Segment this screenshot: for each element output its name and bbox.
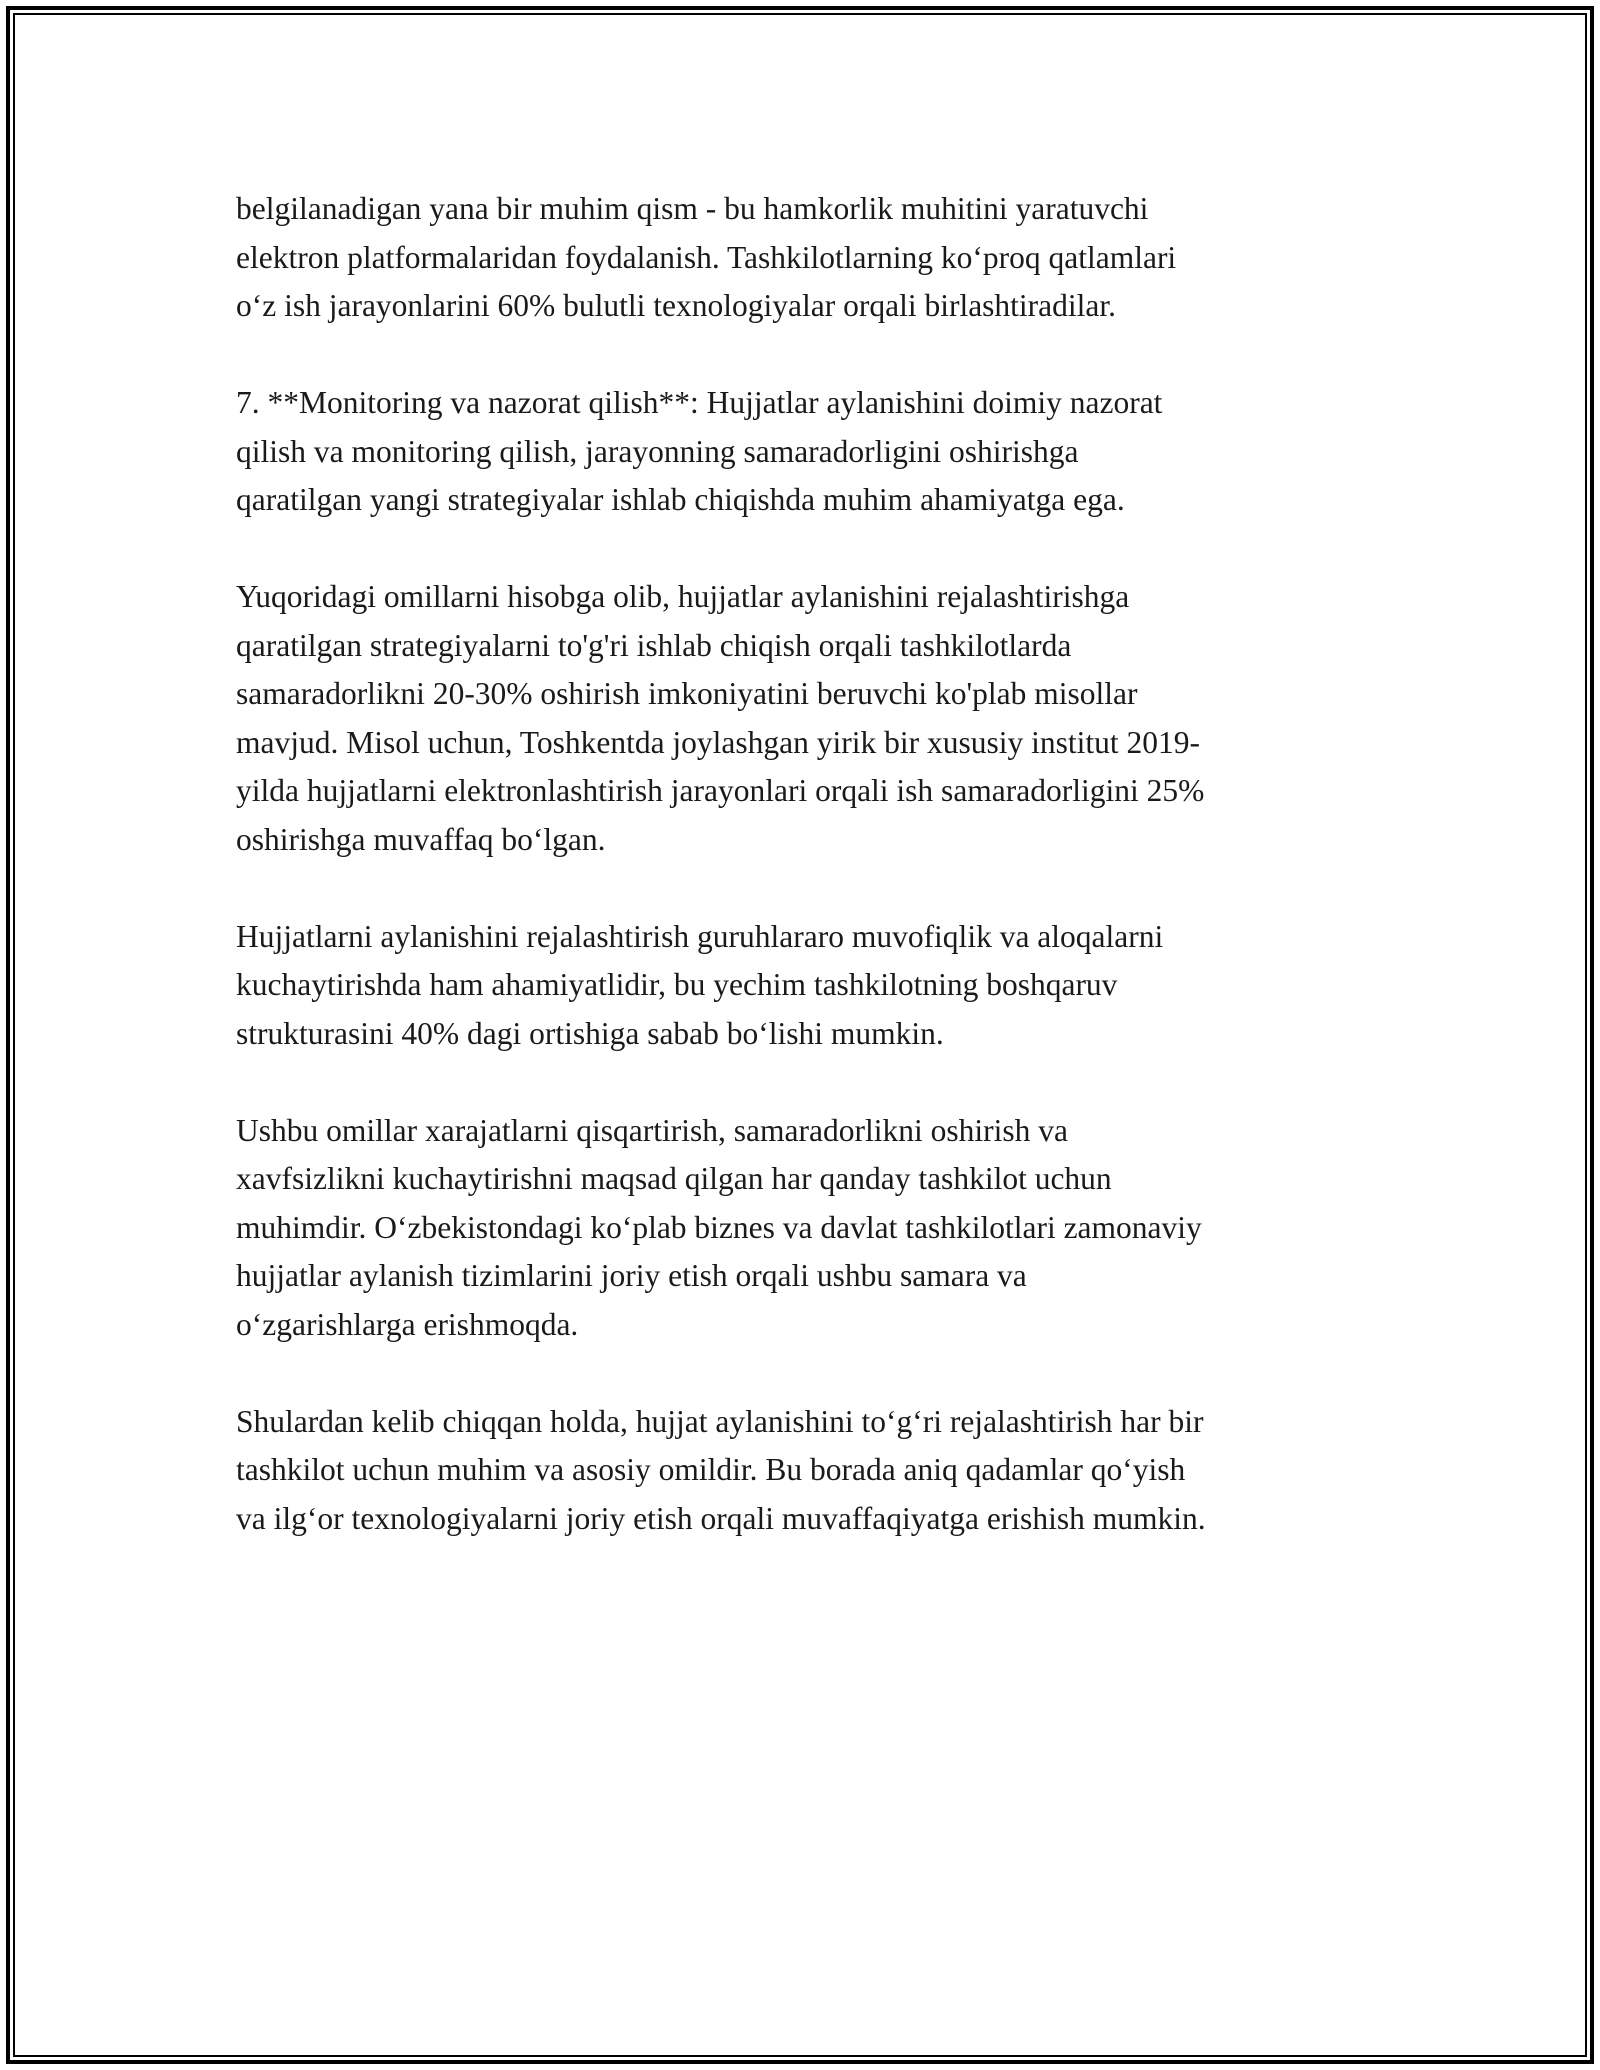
paragraph-monitoring-control: 7. **Monitoring va nazorat qilish**: Hujjatlar aylanishini doimiy nazorat qilish va monitoring qilish, jarayonning samaradorligini oshirishga qaratilgan yangi strategiyalar ishlab chiqishda muhim ahamiyatga ega. — [236, 385, 1163, 517]
paragraph-conclusion: Shulardan kelib chiqqan holda, hujjat aylanishini to‘g‘ri rejalashtirish har bir tashkilot uchun muhim va asosiy omildir. Bu borada aniq qadamlar qo‘yish va ilg‘or texnologiyalarni joriy etish orqali muvaffaqiyatga erishish mumkin. — [236, 1403, 1206, 1536]
document-body — [236, 185, 1376, 1592]
paragraph-cost-efficiency-security: Ushbu omillar xarajatlarni qisqartirish, samaradorlikni oshirish va xavfsizlikni kuchaytirishni maqsad qilgan har qanday tashkilot uchun muhimdir. O‘zbekistondagi ko‘plab biznes va davlat tashkilotlari zamonaviy hujjatlar aylanish tizimlarini joriy etish orqali ushbu samara va o‘zgarishlarga erishmoqda. — [236, 1112, 1202, 1342]
paragraph-strategy-examples: Yuqoridagi omillarni hisobga olib, hujjatlar aylanishini rejalashtirishga qaratilgan strategiyalarni to'g'ri ishlab chiqish orqali tashkilotlarda samaradorlikni 20-30% oshirish imkoniyatini beruvchi ko'plab misollar mavjud. Misol uchun, Toshkentda joylashgan yirik bir xususiy institut 2019- yilda hujjatlarni elektronlashtirish jarayonlari orqali ish samaradorligini 25% oshirishga muvaffaq bo‘lgan. — [236, 579, 1205, 857]
paragraph-intergroup-coordination: Hujjatlarni aylanishini rejalashtirish guruhlararo muvofiqlik va aloqalarni kuchaytirishda ham ahamiyatlidir, bu yechim tashkilotning boshqaruv strukturasini 40% dagi ortishiga sabab bo‘lishi mumkin. — [236, 918, 1164, 1051]
paragraph-collaboration-platforms: belgilanadigan yana bir muhim qism - bu hamkorlik muhitini yaratuvchi elektron platformalaridan foydalanish. Tashkilotlarning ko‘proq qatlamlari o‘z ish jarayonlarini 60% bulutli texnologiyalar orqali birlashtiradilar. — [236, 191, 1177, 323]
